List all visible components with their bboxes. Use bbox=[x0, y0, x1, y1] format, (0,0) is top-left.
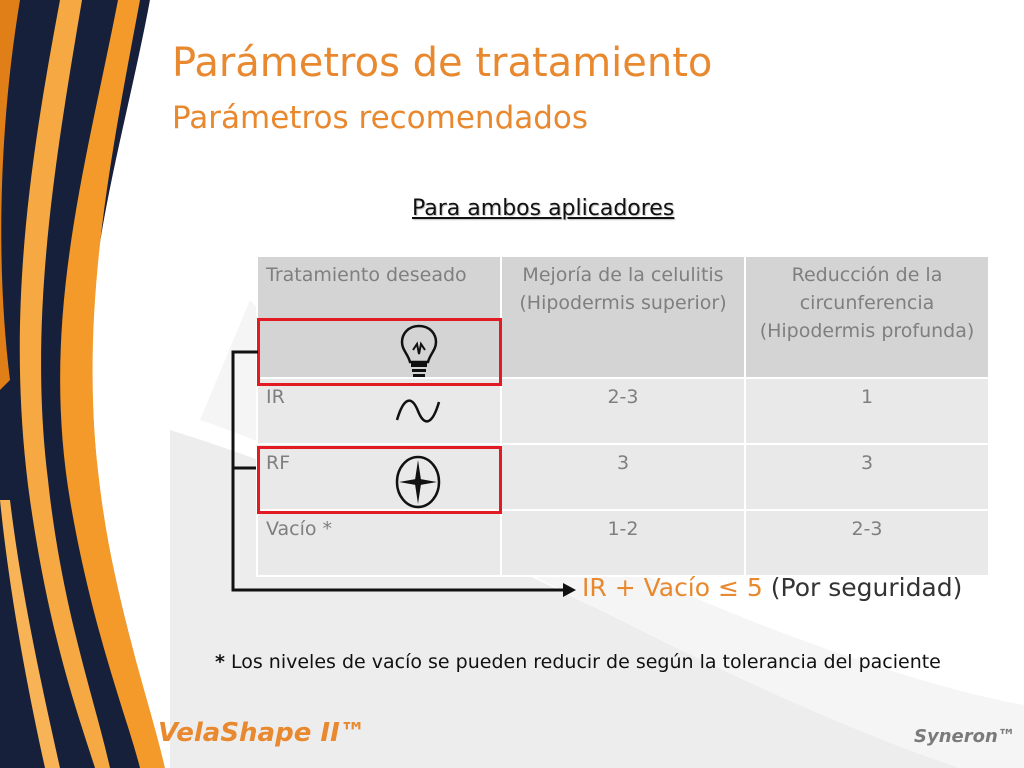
table-heading: Para ambos aplicadores bbox=[412, 196, 675, 221]
row-label-rf: RF bbox=[257, 444, 501, 510]
safety-formula bbox=[582, 573, 962, 602]
cell-vacuum-cellulite: 1-2 bbox=[501, 510, 745, 576]
cell-rf-cellulite: 3 bbox=[501, 444, 745, 510]
footnote-star: * bbox=[215, 651, 225, 673]
cell-rf-circumference: 3 bbox=[745, 444, 989, 510]
header-cell-circumference: Reducción de la circunferencia (Hipodermis profunda) bbox=[745, 256, 989, 378]
formula-note: (Por seguridad) bbox=[770, 573, 963, 602]
slide-title: Parámetros de tratamiento bbox=[172, 40, 713, 86]
cell-ir-circumference: 1 bbox=[745, 378, 989, 444]
formula-main: IR + Vacío ≤ 5 bbox=[582, 573, 763, 602]
bracket-arrow-connector bbox=[228, 348, 578, 598]
row-label-vacuum: Vacío * bbox=[257, 510, 501, 576]
header-cell-treatment: Tratamiento deseado bbox=[257, 256, 501, 378]
footnote bbox=[215, 648, 985, 676]
velashape-logo: VelaShape II™ bbox=[158, 718, 366, 748]
footnote-text: Los niveles de vacío se pueden reducir de según la tolerancia del paciente bbox=[224, 651, 941, 673]
syneron-logo: Syneron™ bbox=[914, 726, 1016, 747]
cell-vacuum-circumference: 2-3 bbox=[745, 510, 989, 576]
header-cell-cellulite: Mejoría de la celulitis (Hipodermis superior) bbox=[501, 256, 745, 378]
row-label-ir: IR bbox=[257, 378, 501, 444]
slide-subtitle: Parámetros recomendados bbox=[172, 100, 589, 136]
cell-ir-cellulite: 2-3 bbox=[501, 378, 745, 444]
